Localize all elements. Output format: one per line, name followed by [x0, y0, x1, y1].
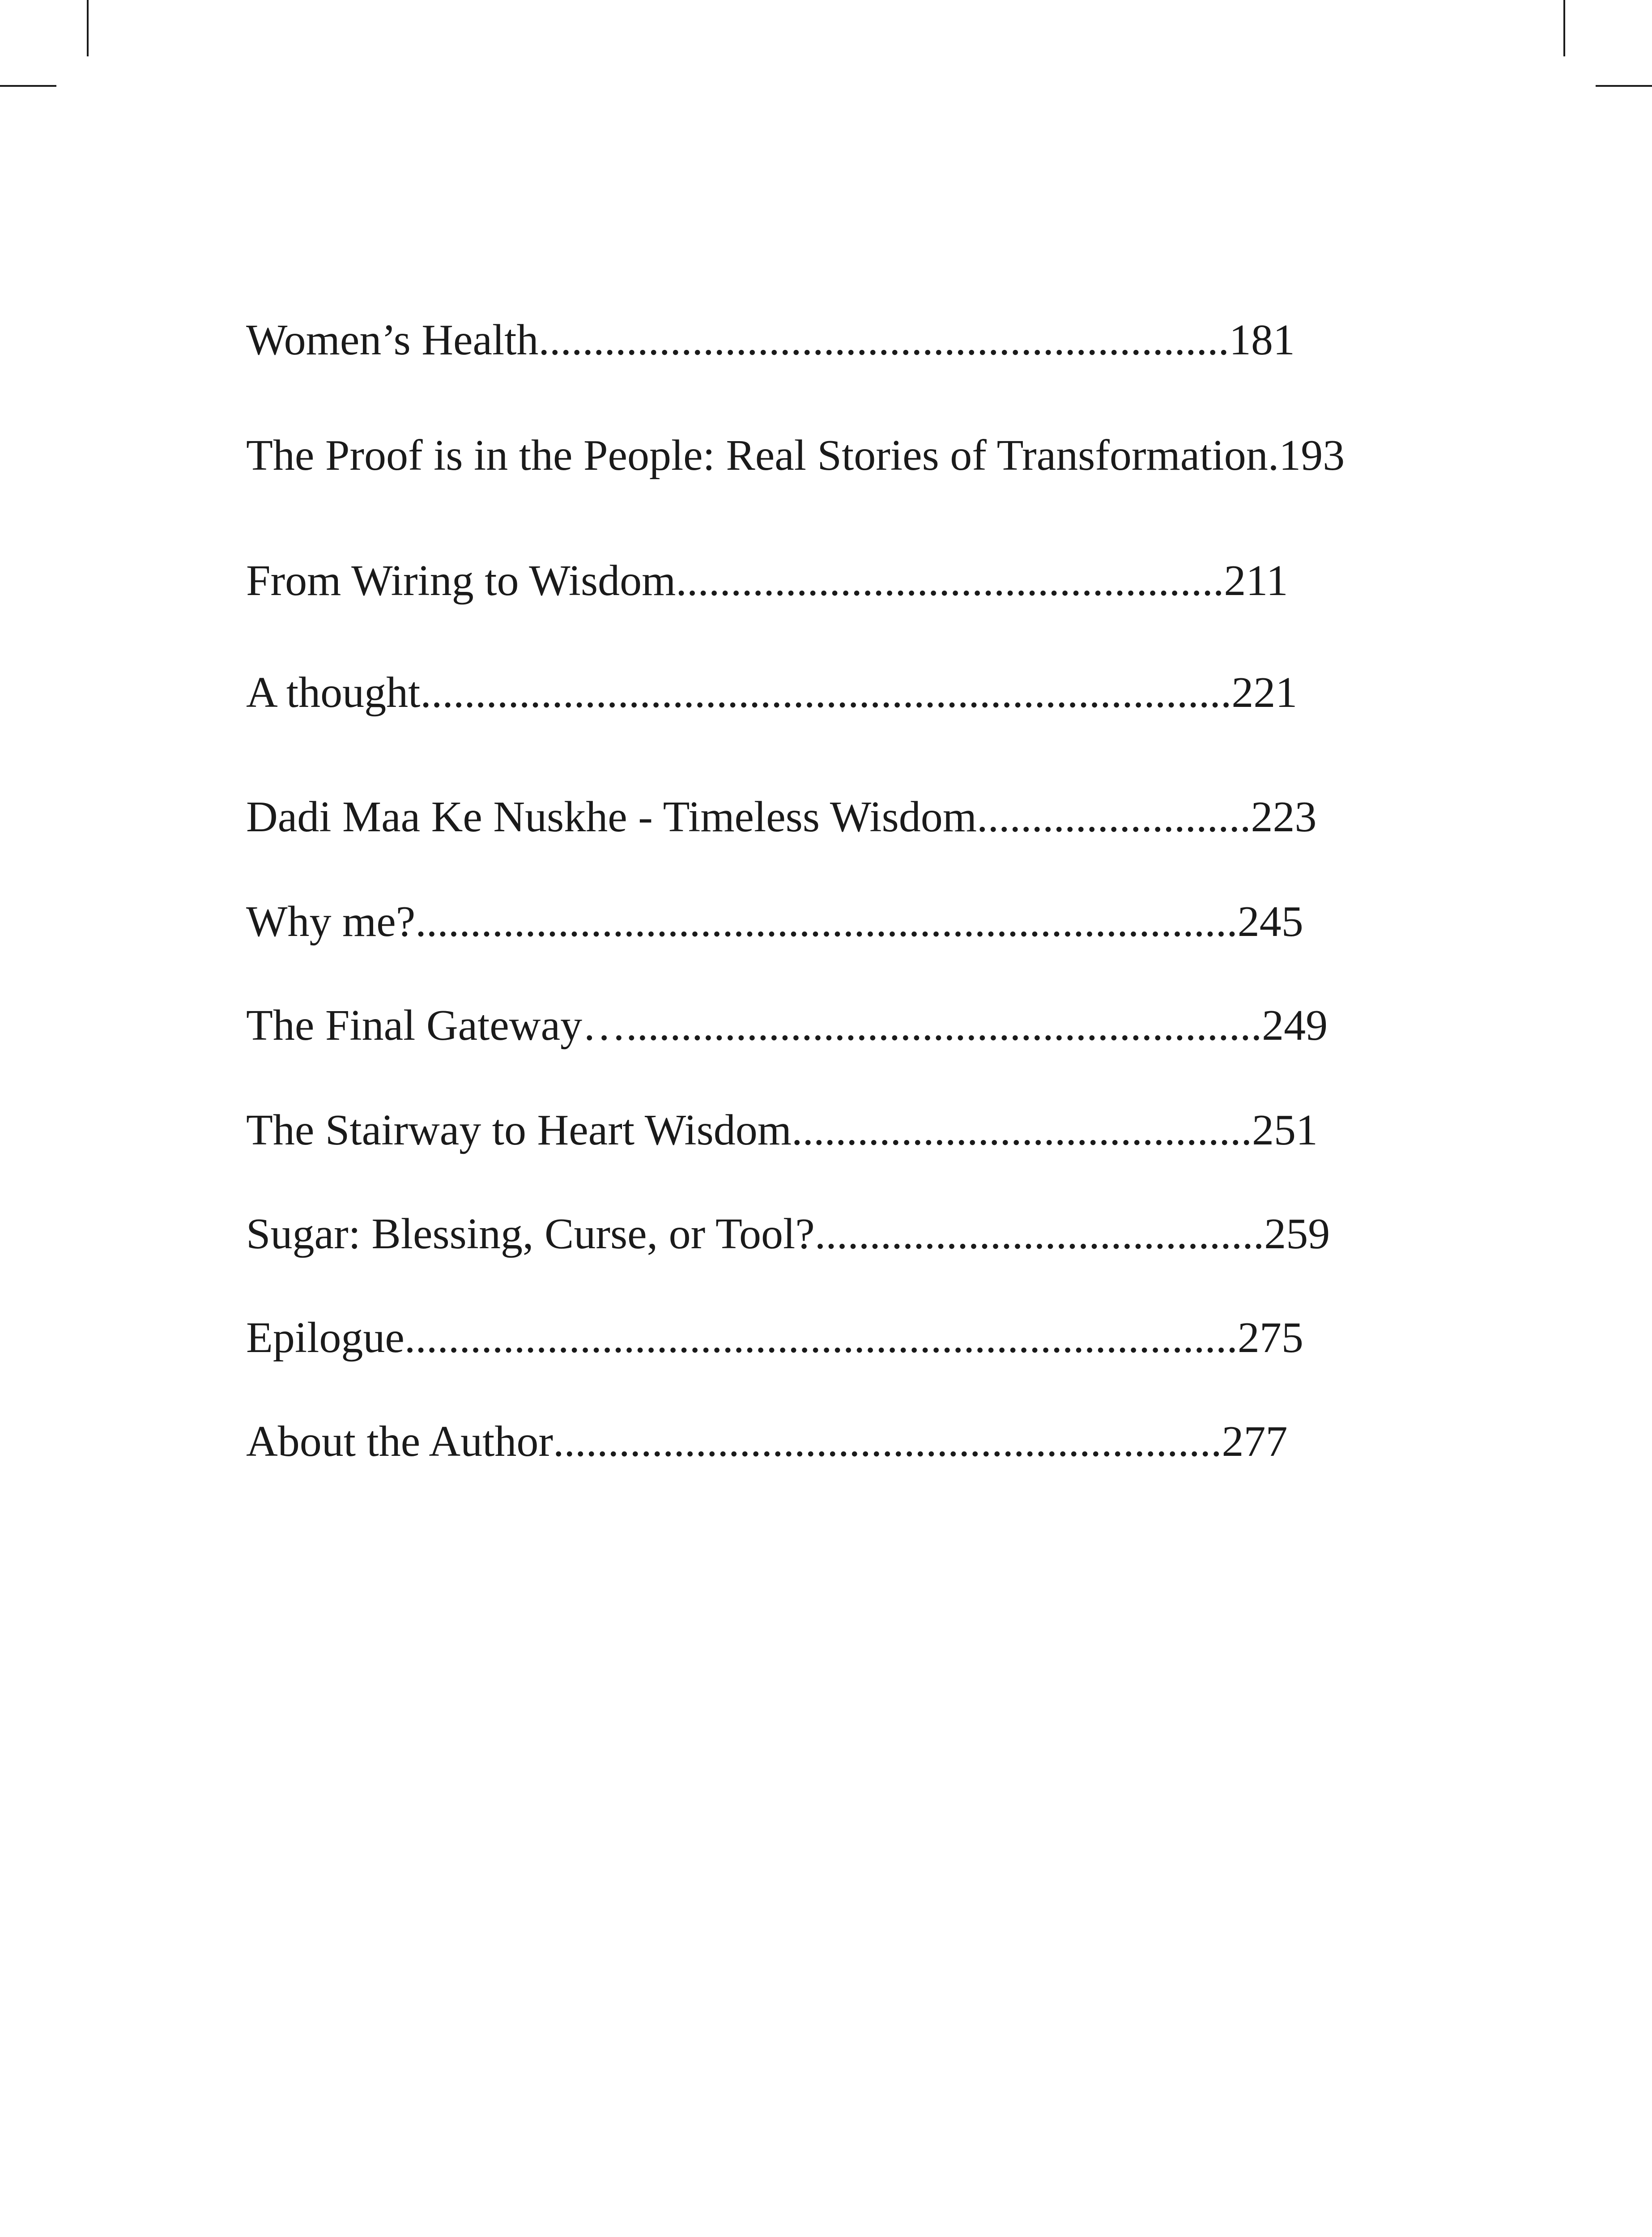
toc-entry-leader: ..........................................: [791, 1106, 1252, 1154]
toc-entry-page: 221: [1231, 668, 1298, 717]
toc-entry-leader: .........................: [976, 793, 1251, 841]
toc-entry-title: Sugar: Blessing, Curse, or Tool?: [246, 1210, 815, 1258]
crop-mark: [1563, 0, 1565, 56]
toc-entry-leader: .........................................: [814, 1210, 1265, 1258]
toc-entry: [246, 554, 1288, 608]
toc-entry-page: 223: [1251, 793, 1317, 841]
toc-entry-leader: .: [1268, 431, 1279, 480]
toc-entry-title: A thought: [246, 668, 421, 717]
toc-entry-title: Dadi Maa Ke Nuskhe - Timeless Wisdom: [246, 793, 977, 841]
toc-entry-title: From Wiring to Wisdom: [246, 557, 676, 605]
toc-entry: [246, 1415, 1287, 1468]
toc-entry: [246, 999, 1328, 1052]
toc-entry: [246, 1311, 1303, 1365]
toc-entry-leader: ..........................................................................: [420, 668, 1232, 717]
toc-entry-page: 211: [1224, 557, 1288, 605]
toc-entry-title: About the Author: [246, 1417, 553, 1466]
toc-entry-title: The Proof is in the People: Real Stories of Transformation: [246, 431, 1268, 480]
crop-mark: [0, 85, 56, 87]
toc-entry-leader: …..........................................................: [582, 1001, 1262, 1050]
toc-entry: [246, 429, 1345, 482]
toc-entry-page: 249: [1262, 1001, 1328, 1050]
crop-mark: [87, 0, 89, 56]
toc-entry-title: The Stairway to Heart Wisdom: [246, 1106, 792, 1154]
toc-entry-page: 275: [1237, 1314, 1303, 1362]
toc-entry-leader: ...............................................................: [538, 316, 1229, 364]
toc-entry-page: 251: [1252, 1106, 1318, 1154]
toc-entry-page: 245: [1237, 897, 1303, 946]
table-of-contents: [246, 0, 1409, 2237]
toc-entry-title: Epilogue: [246, 1314, 404, 1362]
toc-entry: [246, 666, 1297, 719]
toc-entry: [246, 313, 1295, 367]
toc-entry: [246, 895, 1303, 948]
toc-entry-leader: .............................................................: [553, 1417, 1222, 1466]
toc-entry-title: Women’s Health: [246, 316, 539, 364]
toc-entry-page: 181: [1229, 316, 1295, 364]
toc-entry-leader: ............................................................................: [404, 1314, 1238, 1362]
toc-entry: [246, 1207, 1330, 1261]
toc-entry-title: Why me?: [246, 897, 416, 946]
toc-entry-leader: ..................................................: [676, 557, 1224, 605]
toc-entry-page: 193: [1279, 431, 1345, 480]
toc-entry-page: 277: [1222, 1417, 1288, 1466]
toc-entry-title: The Final Gateway: [246, 1001, 583, 1050]
toc-entry: [246, 790, 1316, 844]
toc-entry-leader: ...........................................................................: [415, 897, 1238, 946]
toc-entry-page: 259: [1264, 1210, 1330, 1258]
crop-mark: [1596, 85, 1652, 87]
toc-entry: [246, 1103, 1318, 1157]
